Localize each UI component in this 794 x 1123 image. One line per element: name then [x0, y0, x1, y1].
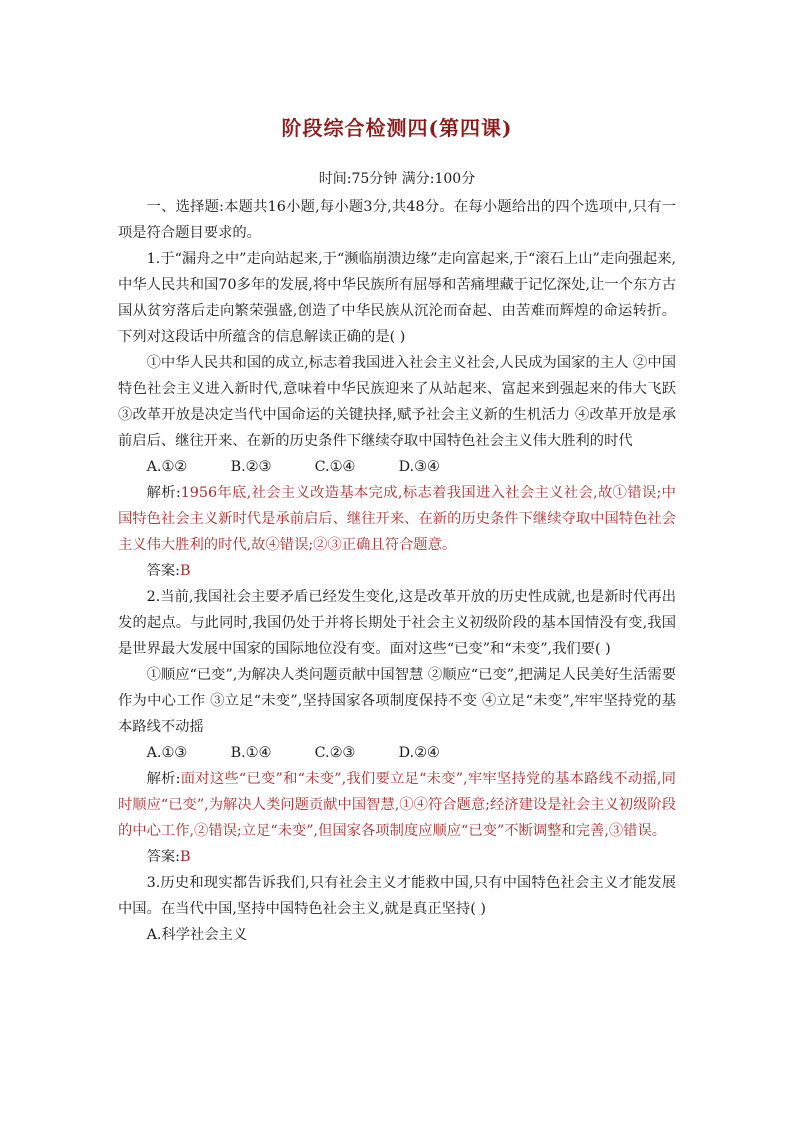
option-c: C.②③: [314, 745, 356, 761]
answer-value: B: [180, 849, 191, 865]
option-d: D.②④: [398, 745, 440, 761]
option-a: A.①③: [146, 745, 188, 761]
option-list: [118, 740, 676, 766]
option-a: A.科学社会主义: [146, 927, 248, 943]
analysis-label: 解析:: [146, 485, 181, 501]
answer: [118, 844, 676, 870]
section-intro: 一、选择题:本题共16小题,每小题3分,共48分。在每小题给出的四个选项中,只有一项是符合题目要求的。: [118, 199, 676, 241]
exam-meta: 时间:75分钟 满分:100分: [318, 171, 476, 187]
page-title: 阶段综合检测四(第四课): [281, 116, 513, 140]
question-stem: 2.当前,我国社会主要矛盾已经发生变化,这是改革开放的历史性成就,也是新时代再出发的起点。与此同时,我国仍处于并将长期处于社会主义初级阶段的基本国情没有变,我国是世界最大发展中国家的国际地位没有变。面对这些“已变”和“未变”,我们要( ): [118, 589, 676, 657]
analysis-label: 解析:: [146, 771, 181, 787]
analysis: [118, 480, 676, 558]
question-3: [118, 870, 676, 948]
option-a: A.①②: [146, 459, 188, 475]
analysis: [118, 766, 676, 844]
question-stem: 3.历史和现实都告诉我们,只有社会主义才能救中国,只有中国特色社会主义才能发展中国。在当代中国,坚持中国特色社会主义,就是真正坚持( ): [118, 875, 676, 917]
question-statements: ①顺应“已变”,为解决人类问题贡献中国智慧 ②顺应“已变”,把满足人民美好生活需要作为中心工作 ③立足“未变”,坚持国家各项制度保持不变 ④立足“未变”,牢牢坚持党的基本路线不动摇: [118, 667, 676, 735]
option-b: B.②③: [230, 459, 272, 475]
option-list: [118, 454, 676, 480]
question-2: [118, 584, 676, 870]
document-body: [118, 194, 676, 948]
option-b: B.①④: [230, 745, 272, 761]
option-d: D.③④: [398, 459, 440, 475]
analysis-text: 面对这些“已变”和“未变”,我们要立足“未变”,牢牢坚持党的基本路线不动摇,同时顺应“已变”,为解决人类问题贡献中国智慧,①④符合题意;经济建设是社会主义初级阶段的中心工作,②错误;立足“未变”,但国家各项制度应顺应“已变”不断调整和完善,③错误。: [118, 771, 676, 839]
question-stem: 1.于“漏舟之中”走向站起来,于“濒临崩溃边缘”走向富起来,于“滚石上山”走向强起来,中华人民共和国70多年的发展,将中华民族所有屈辱和苦痛埋藏于记忆深处,让一个东方古国从贫穷落后走向繁荣强盛,创造了中华民族从沉沦而奋起、由苦难而辉煌的命运转折。下列对这段话中所蕴含的信息解读正确的是( ): [118, 251, 676, 345]
analysis-text: 1956年底,社会主义改造基本完成,标志着我国进入社会主义社会,故①错误;中国特色社会主义新时代是承前启后、继往开来、在新的历史条件下继续夺取中国特色社会主义伟大胜利的时代,故④错误;②③正确且符合题意。: [118, 485, 676, 553]
option-c: C.①④: [314, 459, 356, 475]
answer-label: 答案:: [146, 849, 181, 865]
answer-label: 答案:: [146, 563, 181, 579]
question-1: [118, 246, 676, 584]
question-statements: ①中华人民共和国的成立,标志着我国进入社会主义社会,人民成为国家的主人 ②中国特色社会主义进入新时代,意味着中华民族迎来了从站起来、富起来到强起来的伟大飞跃 ③改革开放是决定当代中国命运的关键抉择,赋予社会主义新的生机活力 ④改革开放是承前启后、继往开来、在新的历史条件下继续夺取中国特色社会主义伟大胜利的时代: [118, 355, 676, 449]
answer: [118, 558, 676, 584]
answer-value: B: [180, 563, 191, 579]
